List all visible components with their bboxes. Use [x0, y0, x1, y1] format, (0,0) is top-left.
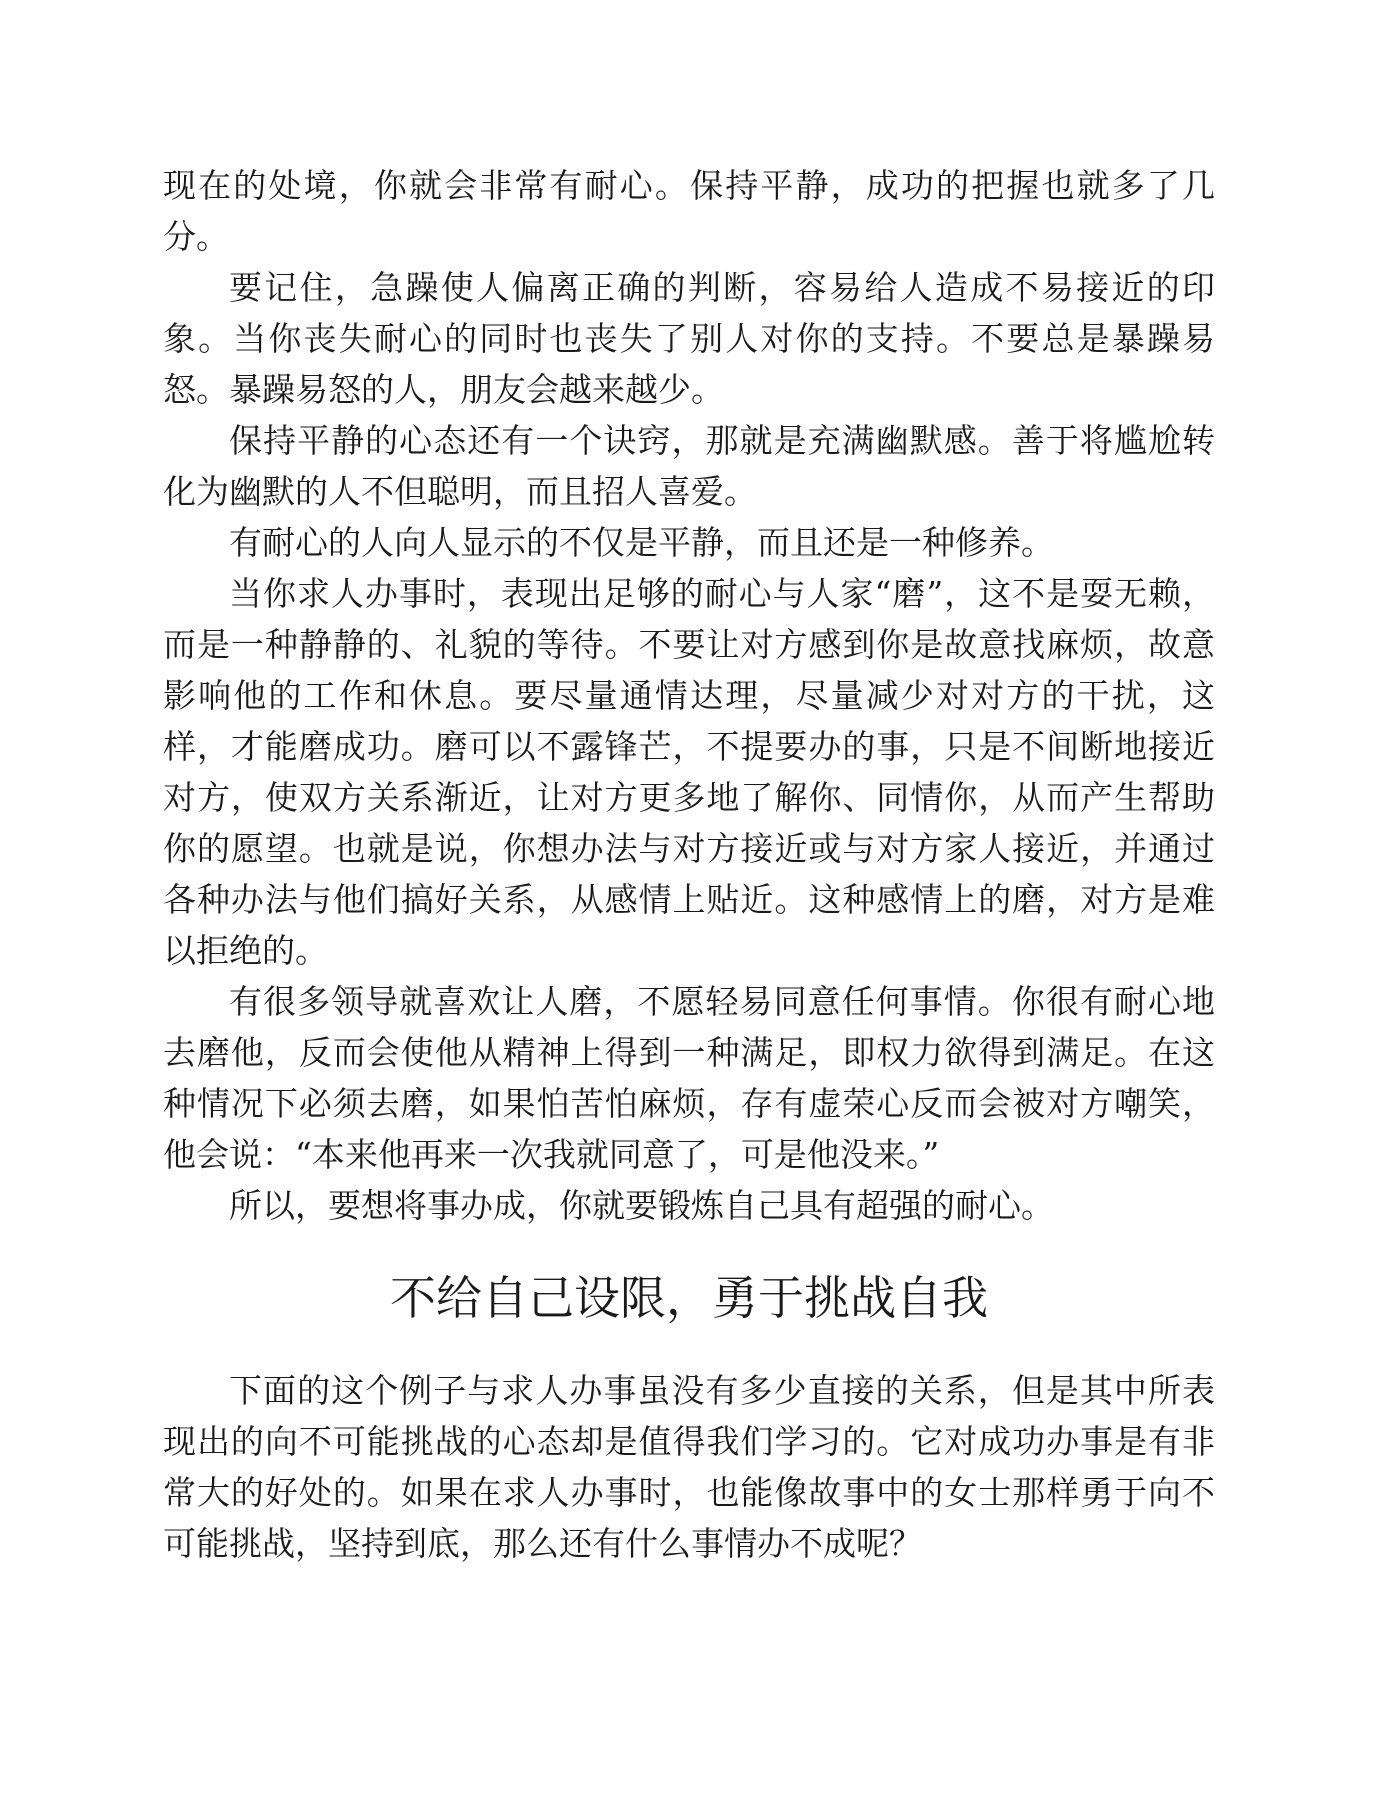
paragraph: 保持平静的心态还有一个诀窍，那就是充满幽默感。善于将尴尬转化为幽默的人不但聪明，而且招人喜爱。 [163, 421, 1215, 511]
paragraph: 有很多领导就喜欢让人磨，不愿轻易同意任何事情。你很有耐心地去磨他，反而会使他从精神上得到一种满足，即权力欲得到满足。在这种情况下必须去磨，如果怕苦怕麻烦，存有虚荣心反而会被对方嘲笑，他会说：“本来他再来一次我就同意了，可是他没来。” [163, 982, 1215, 1174]
paragraph: 所以，要想将事办成，你就要锻炼自己具有超强的耐心。 [229, 1186, 1054, 1225]
paragraph-continuation: 现在的处境，你就会非常有耐心。保持平静，成功的把握也就多了几分。 [163, 166, 1215, 256]
section-heading: 不给自己设限，勇于挑战自我 [390, 1271, 988, 1325]
body-text-after-heading [163, 1365, 1215, 1569]
body-text-before-heading [163, 160, 1215, 1231]
paragraph: 有耐心的人向人显示的不仅是平静，而且还是一种修养。 [229, 523, 1054, 562]
paragraph: 当你求人办事时，表现出足够的耐心与人家“磨”，这不是耍无赖，而是一种静静的、礼貌的等待。不要让对方感到你是故意找麻烦，故意影响他的工作和休息。要尽量通情达理，尽量减少对对方的干扰，这样，才能磨成功。磨可以不露锋芒，不提要办的事，只是不间断地接近对方，使双方关系渐近，让对方更多地了解你、同情你，从而产生帮助你的愿望。也就是说，你想办法与对方接近或与对方家人接近，并通过各种办法与他们搞好关系，从感情上贴近。这种感情上的磨，对方是难以拒绝的。 [163, 574, 1215, 970]
paragraph: 要记住，急躁使人偏离正确的判断，容易给人造成不易接近的印象。当你丧失耐心的同时也丧失了别人对你的支持。不要总是暴躁易怒。暴躁易怒的人，朋友会越来越少。 [163, 268, 1215, 409]
paragraph: 下面的这个例子与求人办事虽没有多少直接的关系，但是其中所表现出的向不可能挑战的心态却是值得我们学习的。它对成功办事是有非常大的好处的。如果在求人办事时，也能像故事中的女士那样勇于向不可能挑战，坚持到底，那么还有什么事情办不成呢？ [163, 1371, 1215, 1563]
